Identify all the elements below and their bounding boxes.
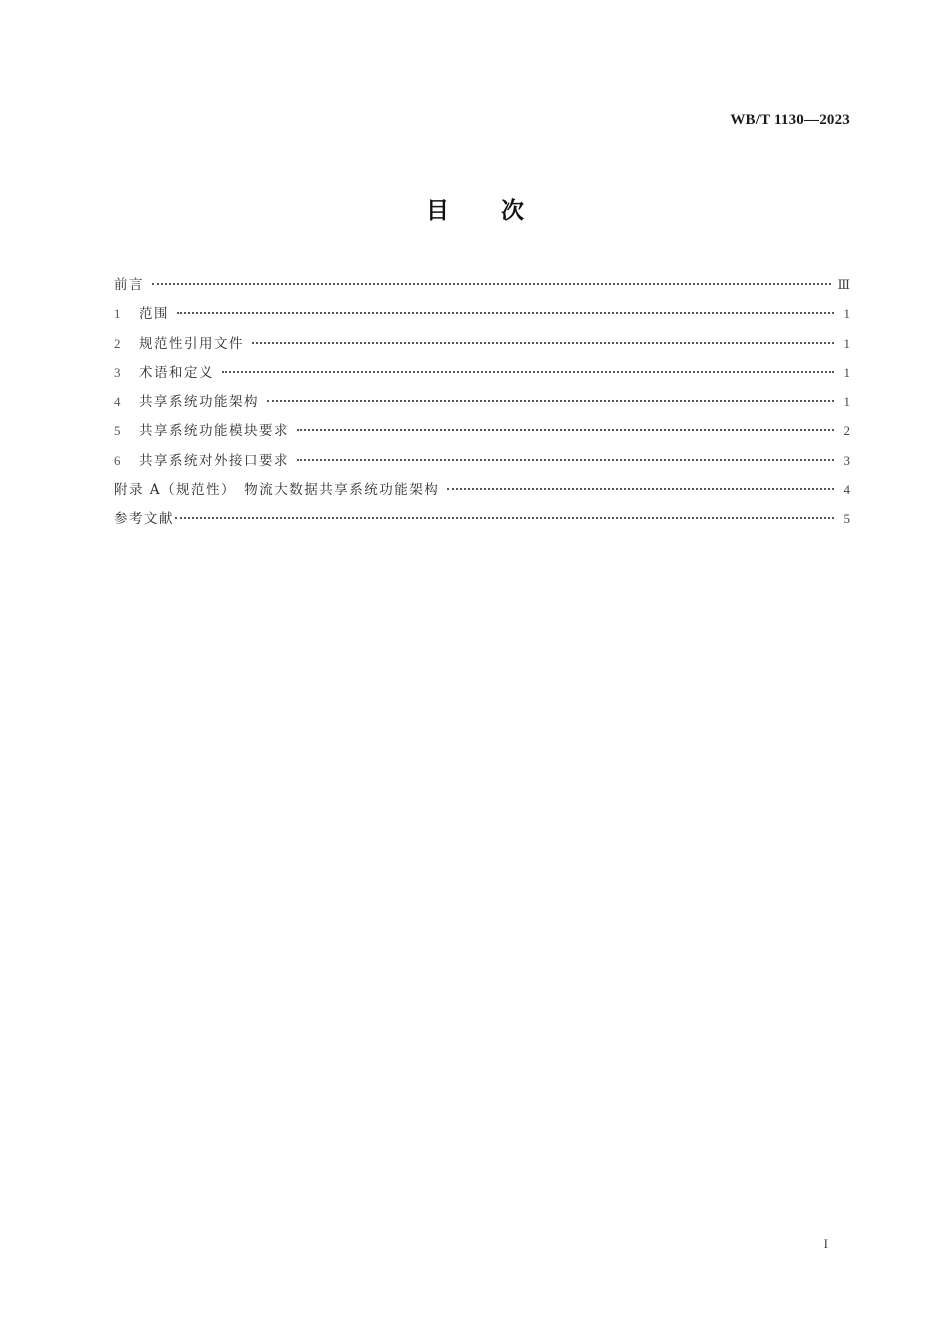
toc-entry-number: 4 <box>114 394 121 410</box>
toc-entry-number: 5 <box>114 423 121 439</box>
toc-leader-dots <box>252 342 834 344</box>
toc-entry-number: 6 <box>114 452 121 468</box>
toc-entry-page: 1 <box>843 306 850 322</box>
toc-leader-dots <box>297 429 834 431</box>
toc-leader-dots <box>177 312 834 314</box>
table-of-contents <box>114 270 850 534</box>
toc-title: 目次 <box>426 198 576 224</box>
toc-entry-terms-definitions[interactable] <box>114 358 850 387</box>
toc-entry-page: 4 <box>843 482 850 498</box>
toc-entry-scope[interactable] <box>114 299 850 328</box>
toc-entry-module-requirements[interactable] <box>114 416 850 445</box>
toc-entry-label: 共享系统对外接口要求 <box>139 452 289 469</box>
toc-entry-system-architecture[interactable] <box>114 387 850 416</box>
toc-leader-dots <box>175 517 834 519</box>
toc-entry-page: 1 <box>843 394 850 410</box>
toc-entry-label: 范围 <box>139 306 169 323</box>
toc-entry-label: 参考文献 <box>114 511 174 528</box>
toc-entry-label: 附录 A（规范性） 物流大数据共享系统功能架构 <box>114 482 440 499</box>
toc-entry-page: 1 <box>843 364 850 380</box>
toc-entry-page: 1 <box>843 335 850 351</box>
toc-entry-interface-requirements[interactable] <box>114 446 850 475</box>
toc-entry-page: 3 <box>843 452 850 468</box>
toc-entry-label: 共享系统功能架构 <box>139 394 259 411</box>
toc-entry-bibliography[interactable] <box>114 504 850 533</box>
toc-entry-annex-a[interactable] <box>114 475 850 504</box>
toc-entry-number: 1 <box>114 306 121 322</box>
toc-entry-label: 规范性引用文件 <box>139 335 244 352</box>
page-number: I <box>823 1236 828 1251</box>
toc-leader-dots <box>447 488 834 490</box>
toc-leader-dots <box>222 371 834 373</box>
toc-entry-number: 2 <box>114 335 121 351</box>
toc-entry-page: 2 <box>843 423 850 439</box>
toc-entry-page: Ⅲ <box>837 277 850 292</box>
toc-leader-dots <box>152 283 831 285</box>
toc-entry-label: 前言 <box>114 277 144 293</box>
toc-entry-number: 3 <box>114 364 121 380</box>
standard-code: WB/T 1130—2023 <box>730 112 850 128</box>
toc-leader-dots <box>297 459 834 461</box>
toc-entry-label: 共享系统功能模块要求 <box>139 423 289 440</box>
toc-entry-label: 术语和定义 <box>139 364 214 381</box>
toc-leader-dots <box>267 400 834 402</box>
toc-entry-normative-references[interactable] <box>114 329 850 358</box>
toc-entry-foreword[interactable] <box>114 270 850 299</box>
toc-entry-page: 5 <box>843 511 850 527</box>
